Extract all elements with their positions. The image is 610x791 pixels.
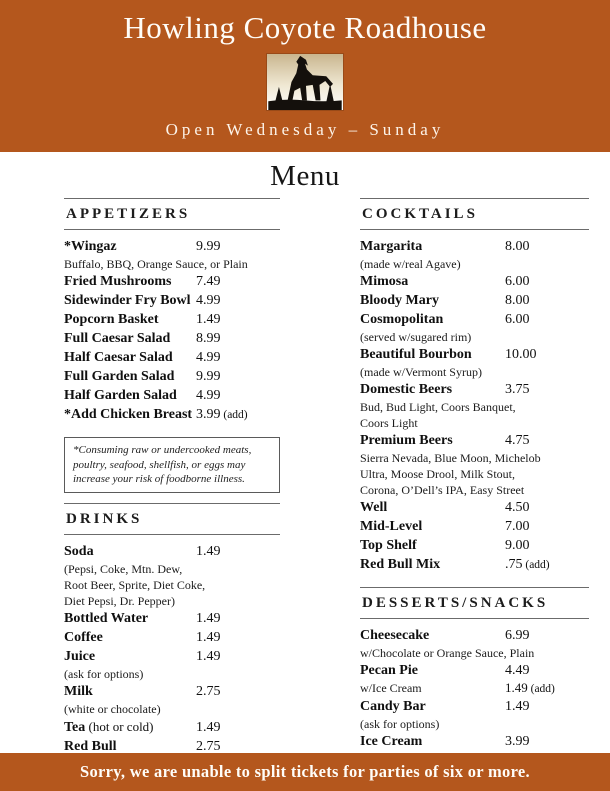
item-price: 8.00 xyxy=(505,239,530,254)
item-name: Half Garden Salad xyxy=(64,388,177,403)
item-name: Domestic Beers xyxy=(360,382,453,397)
sub-text: Root Beer, Sprite, Diet Coke, xyxy=(64,577,206,592)
menu-item xyxy=(64,717,280,737)
menu-item xyxy=(360,291,589,310)
item-subtext xyxy=(360,364,589,380)
logo xyxy=(267,54,343,110)
menu-item xyxy=(64,386,280,405)
menu-item xyxy=(64,609,280,628)
item-subtext xyxy=(64,701,280,717)
sub-price-note: (add) xyxy=(527,683,555,695)
sub-text: (made w/Vermont Syrup) xyxy=(360,365,482,379)
item-price: 1.49 xyxy=(196,719,221,735)
item-name: Pecan Pie xyxy=(360,663,418,678)
item-name: Cheesecake xyxy=(360,628,430,643)
restaurant-name: Howling Coyote Roadhouse xyxy=(123,10,487,45)
item-name: Bottled Water xyxy=(64,610,149,626)
item-name: Sidewinder Fry Bowl xyxy=(64,293,191,308)
item-subtext xyxy=(360,645,589,661)
menu-item xyxy=(360,536,589,555)
item-name: Beautiful Bourbon xyxy=(360,347,472,362)
item-subtext xyxy=(64,561,280,577)
sub-text: Bud, Bud Light, Coors Banquet, xyxy=(360,400,516,414)
item-name: Top Shelf xyxy=(360,538,417,553)
item-price: 9.99 xyxy=(196,239,221,254)
menu-section-desserts-snacks xyxy=(360,587,589,767)
menu-item xyxy=(360,732,589,751)
item-name: Candy Bar xyxy=(360,699,426,714)
disclaimer-note: *Consuming raw or undercooked meats, poultry, seafood, shellfish, or eggs may increase your risk of foodborne illness. xyxy=(64,437,280,493)
footer-note: Sorry, we are unable to split tickets for parties of six or more. xyxy=(0,753,610,791)
item-subtext xyxy=(360,466,589,482)
header-band xyxy=(0,0,610,152)
menu-item xyxy=(360,237,589,256)
section-title: APPETIZERS xyxy=(64,198,280,230)
item-name: Ice Cream xyxy=(360,734,423,749)
sub-text: (served w/sugared rim) xyxy=(360,330,472,344)
item-subtext xyxy=(64,593,280,609)
item-price: 6.00 xyxy=(505,274,530,289)
menu-item xyxy=(64,291,280,310)
item-name: Cosmopolitan xyxy=(360,312,444,327)
menu-item xyxy=(64,310,280,329)
item-price: 3.99 xyxy=(505,734,530,749)
item-name: Milk xyxy=(64,683,93,699)
item-subtext xyxy=(360,329,589,345)
sub-text: Coors Light xyxy=(360,416,418,430)
item-name: Tea (hot or cold) xyxy=(64,718,154,735)
page-title: Menu xyxy=(270,160,340,192)
item-name: Soda xyxy=(64,543,94,559)
menu-item xyxy=(360,626,589,645)
menu-item xyxy=(360,345,589,364)
section-title: COCKTAILS xyxy=(360,198,589,230)
item-name: Fried Mushrooms xyxy=(64,274,172,289)
item-price: 9.00 xyxy=(505,538,530,553)
item-name: Premium Beers xyxy=(360,433,453,448)
item-price: 8.00 xyxy=(505,293,530,308)
item-name: Mimosa xyxy=(360,274,409,289)
menu-section-drinks xyxy=(64,503,280,756)
item-price: 4.99 xyxy=(196,350,221,365)
item-name: Red Bull Mix xyxy=(360,557,441,572)
menu-item xyxy=(64,647,280,666)
item-name: Red Bull xyxy=(64,738,117,754)
item-name: *Wingaz xyxy=(64,239,117,254)
item-name: Coffee xyxy=(64,629,103,645)
item-price: 4.50 xyxy=(505,500,530,515)
item-price: 3.99 (add) xyxy=(196,407,248,422)
sub-text: Sierra Nevada, Blue Moon, Michelob xyxy=(360,451,541,465)
item-price: 4.75 xyxy=(505,433,530,448)
menu-section-cocktails xyxy=(360,198,589,575)
item-price: 7.49 xyxy=(196,274,221,289)
sub-text: Corona, O’Dell’s IPA, Easy Street xyxy=(360,483,525,497)
item-price: 4.99 xyxy=(196,293,221,308)
menu-item xyxy=(360,555,589,575)
item-name: *Add Chicken Breast xyxy=(64,407,193,422)
item-price: 3.75 xyxy=(505,382,530,397)
item-name: Half Caesar Salad xyxy=(64,350,173,365)
menu-item xyxy=(64,628,280,647)
item-subtext xyxy=(64,666,280,682)
item-price: 6.00 xyxy=(505,312,530,327)
sub-text: Ultra, Moose Drool, Milk Stout, xyxy=(360,467,515,481)
item-price: 6.99 xyxy=(505,628,530,643)
item-price: 1.49 xyxy=(505,699,530,714)
item-name: Margarita xyxy=(360,239,423,254)
howling-coyote-icon xyxy=(267,54,343,110)
item-subtext xyxy=(360,415,589,431)
section-title: DESSERTS/SNACKS xyxy=(360,587,589,619)
menu-item xyxy=(64,237,280,256)
item-name: Full Garden Salad xyxy=(64,369,175,384)
sub-price: 1.49 (add) xyxy=(505,680,555,695)
menu-item xyxy=(64,682,280,701)
item-subtext xyxy=(360,482,589,498)
section-title: DRINKS xyxy=(64,503,280,535)
item-name: Bloody Mary xyxy=(360,293,439,308)
item-name: Popcorn Basket xyxy=(64,312,159,327)
item-subtext xyxy=(360,716,589,732)
item-name: Mid-Level xyxy=(360,519,423,534)
item-price: 1.49 xyxy=(196,610,221,626)
sub-text: w/Ice Cream xyxy=(360,681,422,695)
item-price-note: (add) xyxy=(220,409,248,421)
menu-section-appetizers xyxy=(64,198,280,425)
menu-item xyxy=(360,380,589,399)
item-name: Juice xyxy=(64,648,96,664)
item-subtext xyxy=(360,399,589,415)
item-price: 10.00 xyxy=(505,347,537,362)
menu-item xyxy=(64,329,280,348)
sub-text: (ask for options) xyxy=(360,717,440,731)
item-price: 1.49 xyxy=(196,648,221,664)
sub-text: (made w/real Agave) xyxy=(360,257,461,271)
left-column xyxy=(64,198,280,768)
menu-item xyxy=(360,661,589,680)
item-price: 1.49 xyxy=(196,629,221,645)
item-price: 8.99 xyxy=(196,331,221,346)
menu-item xyxy=(64,367,280,386)
item-subtext xyxy=(64,577,280,593)
item-price: 4.49 xyxy=(505,663,530,678)
item-subtext xyxy=(64,256,280,272)
menu-item xyxy=(360,697,589,716)
right-column xyxy=(360,198,589,779)
sub-text: (white or chocolate) xyxy=(64,701,161,716)
sub-text: (ask for options) xyxy=(64,666,144,681)
item-price-note: (add) xyxy=(522,559,550,571)
item-price: 2.75 xyxy=(196,683,221,699)
item-price: 7.00 xyxy=(505,519,530,534)
sub-text: w/Chocolate or Orange Sauce, Plain xyxy=(360,646,535,660)
menu-item xyxy=(360,517,589,536)
hours-line: Open Wednesday – Sunday xyxy=(165,120,445,139)
item-price: 9.99 xyxy=(196,369,221,384)
menu-columns xyxy=(0,198,610,779)
menu-item xyxy=(360,431,589,450)
sub-text: Buffalo, BBQ, Orange Sauce, or Plain xyxy=(64,257,248,271)
menu-item xyxy=(360,272,589,291)
sub-text: Diet Pepsi, Dr. Pepper) xyxy=(64,593,175,608)
item-price: 1.49 xyxy=(196,312,221,327)
menu-item xyxy=(64,405,280,425)
item-name: Full Caesar Salad xyxy=(64,331,171,346)
item-subtext xyxy=(360,256,589,272)
item-price: 2.75 xyxy=(196,738,221,754)
item-price: .75 (add) xyxy=(505,557,550,572)
menu-item xyxy=(64,272,280,291)
menu-item xyxy=(360,310,589,329)
menu-item xyxy=(360,498,589,517)
item-subtext xyxy=(360,680,589,697)
item-name: Well xyxy=(360,500,388,515)
menu-item xyxy=(64,542,280,561)
item-price: 1.49 xyxy=(196,543,221,559)
menu-item xyxy=(64,348,280,367)
sub-text: (Pepsi, Coke, Mtn. Dew, xyxy=(64,561,183,576)
item-name-note: (hot or cold) xyxy=(85,718,154,734)
item-price: 4.99 xyxy=(196,388,221,403)
item-subtext xyxy=(360,450,589,466)
